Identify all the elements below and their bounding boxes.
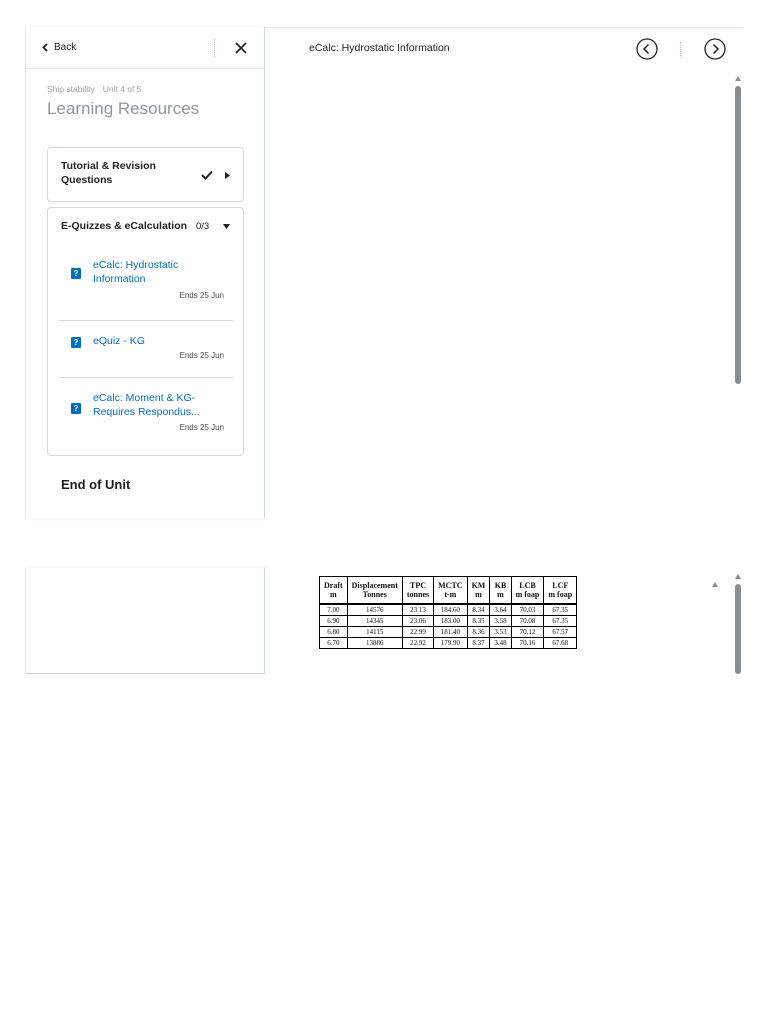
column-unit: m [497, 590, 504, 599]
table-header-cell [544, 577, 577, 605]
column-unit: tonnes [406, 590, 430, 599]
quiz-item-due: Ends 25 Jun [179, 423, 224, 432]
check-icon [201, 170, 213, 180]
back-label: Back [54, 42, 77, 53]
table-cell: 179.90 [434, 638, 467, 649]
quiz-item-title[interactable]: eQuiz - KG [93, 335, 145, 347]
quizzes-section [47, 207, 244, 456]
column-unit: m foap [515, 590, 540, 599]
table-cell: 8.36 [467, 627, 490, 638]
table-cell: 14115 [347, 627, 402, 638]
scroll-up-arrow-icon[interactable] [735, 574, 741, 579]
quiz-item-moment-kg[interactable] [59, 377, 233, 449]
table-header-cell [511, 577, 544, 605]
quizzes-count: 0/3 [196, 221, 210, 232]
column-name: KM [471, 581, 486, 590]
scrollbar-thumb[interactable] [735, 584, 741, 674]
table-cell: 3.64 [490, 604, 511, 616]
column-unit: m foap [548, 590, 573, 599]
column-unit: m [329, 590, 337, 599]
table-cell: 8.35 [467, 616, 490, 627]
column-name: Draft [324, 581, 343, 590]
column-name: TPC [409, 581, 426, 590]
table-cell: 3.53 [490, 627, 511, 638]
content-viewer [265, 27, 743, 518]
table-cell: 70.08 [511, 616, 544, 627]
table-cell: 23.13 [402, 604, 433, 616]
breadcrumb [47, 84, 141, 94]
scrollbar-thumb[interactable] [735, 86, 741, 384]
column-name: Displacement [351, 581, 398, 590]
content-viewer-lower [265, 568, 743, 674]
sidebar-panel [25, 27, 265, 518]
quiz-item-title[interactable]: eCalc: Moment & KG-Requires Respondus... [93, 392, 200, 418]
table-cell: 181.40 [434, 627, 467, 638]
toolbar-separator [214, 39, 215, 57]
table-cell: 3.58 [490, 616, 511, 627]
table-header-row [320, 577, 577, 605]
sidebar-toolbar [26, 27, 265, 69]
question-icon: ? [71, 268, 81, 279]
table-cell: 67.35 [544, 616, 577, 627]
scroll-up-arrow-icon[interactable] [735, 76, 741, 81]
table-cell: 67.68 [544, 638, 577, 649]
viewer-title: eCalc: Hydrostatic Information [309, 42, 450, 54]
quizzes-section-title[interactable]: E-Quizzes & eCalculation [61, 220, 188, 232]
hydrostatic-table [319, 576, 577, 649]
close-icon[interactable] [231, 38, 251, 58]
end-of-unit-heading: End of Unit [61, 477, 131, 492]
table-cell: 8.37 [467, 638, 490, 649]
table-cell: 6.70 [320, 638, 348, 649]
column-unit: Tonnes [362, 590, 387, 599]
table-cell: 22.92 [402, 638, 433, 649]
table-header-cell [402, 577, 433, 605]
table-cell: 13886 [347, 638, 402, 649]
chevron-left-icon [42, 43, 48, 52]
quiz-item-kg[interactable] [59, 320, 233, 377]
quiz-item-hydrostatic[interactable] [59, 248, 233, 320]
chevron-right-circle-icon[interactable] [704, 38, 726, 60]
chevron-left-circle-icon[interactable] [636, 38, 658, 60]
column-name: LCF [552, 581, 569, 590]
table-header-cell [320, 577, 348, 605]
breadcrumb-unit: Unit 4 of 5 [102, 84, 142, 94]
column-unit: m [475, 590, 482, 599]
quiz-item-due: Ends 25 Jun [179, 351, 224, 360]
table-header-cell [490, 577, 511, 605]
table-cell: 3.48 [490, 638, 511, 649]
table-cell: 70.03 [511, 604, 544, 616]
question-icon: ? [71, 403, 81, 414]
table-header-cell [467, 577, 490, 605]
column-name: MCTC [438, 581, 463, 590]
tutorial-section[interactable] [47, 147, 244, 202]
table-cell: 7.00 [320, 604, 348, 616]
sidebar-heading: Learning Resources [47, 99, 200, 118]
sidebar-panel-lower [25, 568, 265, 674]
table-row [320, 638, 577, 649]
table-cell: 70.12 [511, 627, 544, 638]
breadcrumb-course[interactable]: Ship stability [47, 84, 95, 94]
caret-down-icon[interactable] [223, 224, 230, 229]
table-cell: 6.80 [320, 627, 348, 638]
table-row [320, 627, 577, 638]
back-button[interactable] [42, 42, 76, 53]
quiz-item-due: Ends 25 Jun [179, 291, 224, 300]
table-cell: 70.16 [511, 638, 544, 649]
table-cell: 67.57 [544, 627, 577, 638]
tutorial-section-title: Tutorial & Revision Questions [61, 160, 156, 186]
table-row [320, 604, 577, 616]
table-row [320, 616, 577, 627]
table-cell: 184.60 [434, 604, 467, 616]
hydrostatic-table-container [319, 576, 577, 649]
table-cell: 22.99 [402, 627, 433, 638]
table-cell: 14345 [347, 616, 402, 627]
nav-separator [680, 42, 681, 58]
question-icon: ? [71, 337, 81, 348]
table-header-cell [347, 577, 402, 605]
table-cell: 23.06 [402, 616, 433, 627]
column-name: LCB [519, 581, 536, 590]
table-cell: 67.35 [544, 604, 577, 616]
quiz-item-title[interactable]: eCalc: Hydrostatic Information [93, 259, 179, 285]
table-cell: 14576 [347, 604, 402, 616]
scroll-up-arrow-icon[interactable] [712, 582, 718, 587]
table-cell: 8.34 [467, 604, 490, 616]
table-cell: 6.90 [320, 616, 348, 627]
caret-right-icon [225, 172, 230, 179]
column-unit: t-m [444, 590, 457, 599]
table-cell: 183.00 [434, 616, 467, 627]
table-header-cell [434, 577, 467, 605]
column-name: KB [494, 581, 507, 590]
